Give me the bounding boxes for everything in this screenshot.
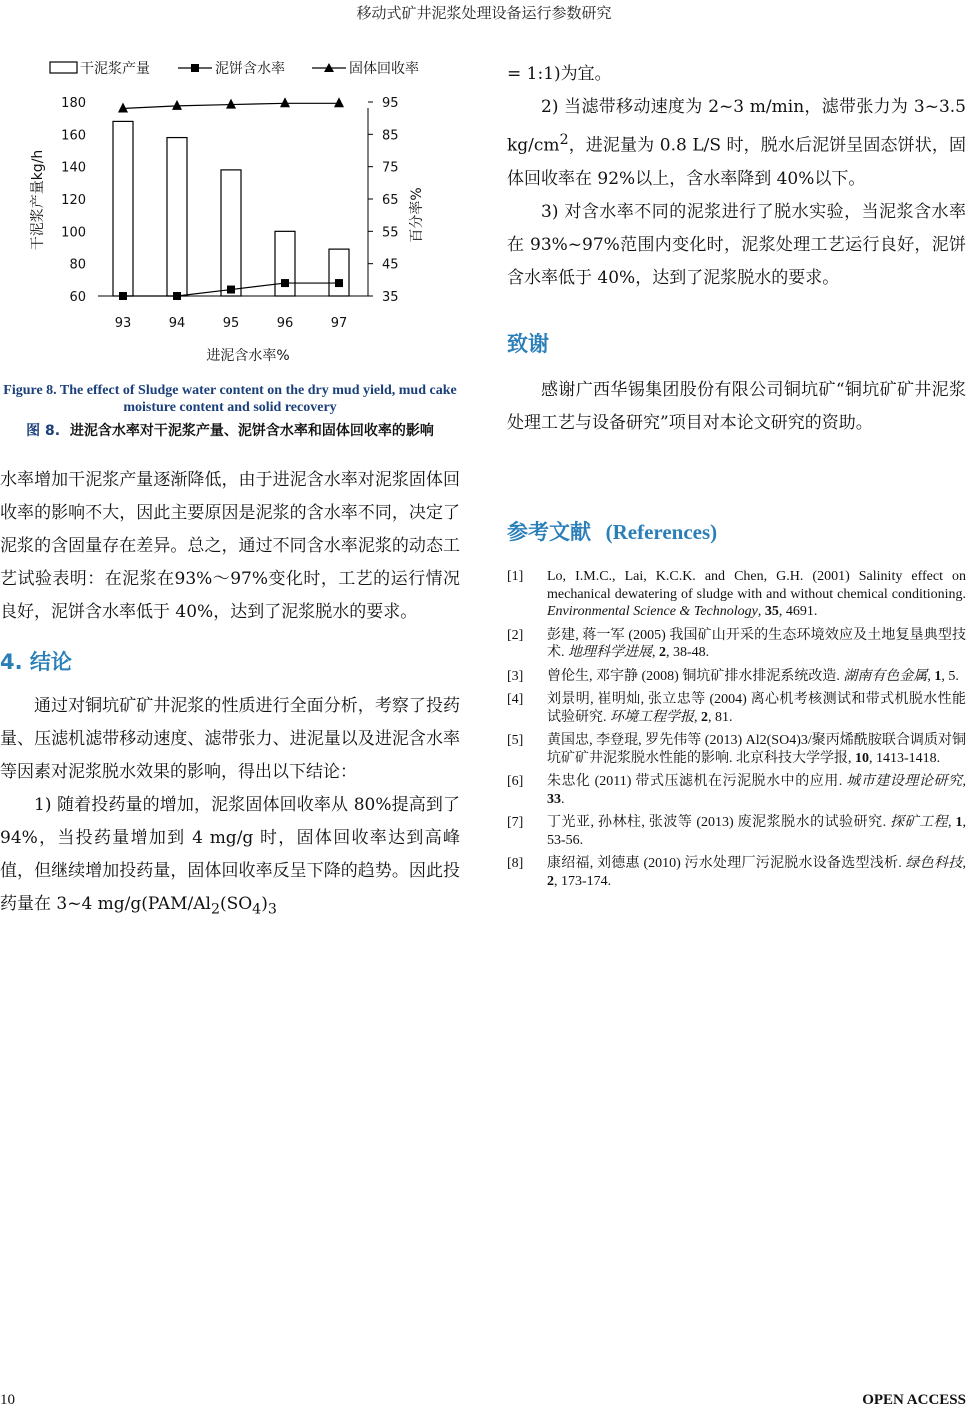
reference-volume: 35 (764, 604, 779, 619)
bar-dry-yield (329, 249, 349, 296)
reference-item (507, 855, 966, 890)
point-recovery (118, 102, 128, 112)
references-title-en: (References) (605, 520, 718, 544)
reference-text (547, 668, 966, 686)
reference-separator: , (652, 645, 659, 660)
reference-journal: Environmental Science & Technology (547, 604, 758, 619)
y2-tick-label: 55 (382, 225, 399, 241)
reference-text (547, 855, 966, 890)
bar-dry-yield (113, 121, 133, 296)
reference-separator: , (962, 856, 967, 871)
chart-svg (0, 50, 460, 380)
reference-volume: 1 (934, 668, 942, 684)
references-title-zh: 参考文献 (507, 520, 591, 544)
reference-pages: , 173-174. (554, 873, 612, 889)
reference-pages: , 1413-1418. (869, 750, 941, 766)
y2-tick-label: 95 (382, 96, 399, 111)
subscript: 3 (267, 901, 277, 918)
subscript: 2 (210, 901, 220, 918)
y2-tick-label: 65 (382, 193, 399, 208)
y2-tick-label: 75 (382, 160, 399, 176)
section-heading-references (507, 516, 966, 546)
paragraph-ratio: = 1:1)为宜。 (507, 64, 612, 84)
point-recovery (334, 97, 344, 107)
reference-journal: 湖南有色金属 (843, 668, 928, 684)
reference-number: [3] (507, 668, 524, 684)
legend-bar-swatch (50, 62, 77, 73)
y-tick-label: 80 (69, 257, 86, 273)
open-access-label: OPEN ACCESS (862, 1392, 966, 1408)
reference-text (547, 568, 966, 621)
subscript: 4 (252, 901, 262, 918)
figure-caption-zh (0, 423, 460, 440)
y2-tick-label: 35 (382, 290, 399, 305)
reference-separator: , (962, 774, 966, 789)
y-tick-label: 140 (61, 160, 86, 176)
reference-item (507, 814, 966, 849)
reference-text (547, 691, 966, 726)
reference-number: [2] (507, 627, 524, 643)
reference-item (507, 773, 966, 808)
reference-separator: , (927, 668, 935, 684)
reference-volume: 1 (955, 815, 963, 830)
left-body (0, 464, 460, 926)
reference-number: [8] (507, 856, 524, 871)
reference-text (547, 814, 966, 849)
section-heading-acknowledgement: 致谢 (507, 332, 549, 356)
point-moisture (173, 292, 181, 300)
paragraph-conclusion-3: 3) 对含水率不同的泥浆进行了脱水实验，当泥浆含水率在 93%~97%范围内变化时，泥浆处理工艺运行良好，泥饼含水率低于 40%，达到了泥浆脱水的要求。 (507, 201, 966, 288)
reference-authors-title: 彭建, 蒋一军 (2005) 我国矿山开采的生态环境效应及土地复垦典型技术. (547, 627, 966, 660)
bar-dry-yield (167, 138, 187, 296)
reference-journal: 城市建设理论研究 (846, 774, 963, 789)
reference-item (507, 627, 966, 662)
legend-label: 泥饼含水率 (215, 61, 285, 77)
figure-caption-zh-text: 进泥含水率对干泥浆产量、泥饼含水率和固体回收率的影响 (69, 423, 434, 439)
reference-list (507, 568, 966, 890)
reference-pages: , 81. (708, 709, 733, 725)
legend-label: 干泥浆产量 (80, 61, 150, 77)
y-tick-label: 120 (61, 193, 86, 208)
page-number: 10 (0, 1392, 15, 1408)
x-axis-title: 进泥含水率% (206, 348, 290, 364)
reference-volume: 2 (659, 645, 666, 660)
y-tick-label: 100 (61, 225, 86, 241)
reference-pages: , 53-56. (547, 815, 967, 848)
reference-journal: 环境工程学报 (610, 709, 694, 725)
y2-tick-label: 45 (382, 257, 399, 273)
legend-square-marker (191, 64, 199, 72)
reference-volume: 10 (855, 750, 869, 766)
reference-authors-title: Lo, I.M.C., Lai, K.C.K. and Chen, G.H. (2001) Salinity effect on mechanical dewatering of sludge with and without chemical conditioning. (547, 569, 966, 602)
reference-journal: 探矿工程 (890, 815, 949, 830)
reference-journal: 地理科学进展 (568, 645, 652, 660)
reference-pages: , 38-48. (666, 645, 710, 660)
legend-label: 固体回收率 (349, 61, 419, 77)
reference-item (507, 668, 966, 686)
reference-separator: , (694, 709, 701, 725)
point-moisture (281, 279, 289, 287)
section-heading-conclusion: 4. 结论 (0, 650, 72, 674)
point-recovery (172, 100, 182, 110)
conclusion-1-text-end: ) (261, 894, 268, 914)
figure-number: 图 8. (26, 423, 61, 439)
conclusion-2-text-end: ，进泥量为 0.8 L/S 时，脱水后泥饼呈固态饼状，固体回收率在 92%以上，含水率降到 40%以下。 (507, 135, 966, 189)
x-tick-label: 96 (276, 316, 294, 331)
reference-journal: 绿色科技 (905, 856, 963, 871)
reference-volume: 33 (547, 791, 561, 807)
reference-volume: 2 (701, 709, 708, 725)
point-moisture (119, 292, 127, 300)
point-moisture (227, 286, 235, 294)
reference-authors-title: 朱忠化 (2011) 带式压滤机在污泥脱水中的应用. (547, 774, 847, 789)
paragraph-continued: 水率增加干泥浆产量逐渐降低，由于进泥含水率对泥浆固体回收率的影响不大，因此主要原因是泥浆的含水率不同，决定了泥浆的含固量存在差异。总之，通过不同含水率泥浆的动态工艺试验表明：在泥浆在93%～97%变化时，工艺的运行情况良好，泥饼含水率低于 40%，达到了泥浆脱水的要求。 (0, 470, 460, 622)
paragraph-conclusion-intro: 通过对铜坑矿矿井泥浆的性质进行全面分析，考察了投药量、压滤机滤带移动速度、滤带张力、进泥量以及进泥含水率等因素对泥浆脱水效果的影响，得出以下结论： (0, 696, 460, 782)
reference-pages: , 4691. (778, 604, 818, 619)
reference-authors-title: 刘景明, 崔明灿, 张立忠等 (2004) 离心机考核测试和带式机脱水性能试验研究. (547, 692, 966, 725)
reference-item (507, 568, 966, 621)
reference-volume: 2 (547, 873, 554, 889)
reference-number: [1] (507, 569, 524, 584)
reference-text (547, 627, 966, 662)
superscript: 2 (559, 132, 569, 148)
y-axis-title: 干泥浆产量kg/h (30, 149, 46, 251)
x-tick-label: 94 (168, 316, 186, 331)
figure-8-chart (0, 50, 460, 380)
y-tick-label: 60 (69, 290, 86, 305)
conclusion-2-text: 2) 当滤带移动速度为 2~3 m/min，滤带张力为 3~3.5 kg/cm (507, 97, 966, 156)
x-tick-label: 95 (222, 316, 240, 331)
reference-item (507, 732, 966, 767)
point-moisture (335, 279, 343, 287)
paragraph-conclusion-1 (0, 789, 460, 926)
paragraph-conclusion-2 (507, 91, 966, 196)
bar-dry-yield (221, 170, 241, 296)
reference-text (547, 773, 966, 808)
y2-axis-title: 百分率% (409, 187, 425, 243)
conclusion-1-text-mid: (SO (219, 894, 253, 914)
reference-authors-title: 丁光亚, 孙林柱, 张波等 (2013) 废泥浆脱水的试验研究. (547, 815, 891, 830)
point-recovery (280, 97, 290, 107)
reference-number: [6] (507, 774, 524, 789)
reference-separator: , (757, 604, 765, 619)
point-recovery (226, 99, 236, 109)
y2-tick-label: 85 (382, 128, 399, 144)
figure-caption-en: Figure 8. The effect of Sludge water content on the dry mud yield, mud cake moisture content and solid recovery (3, 383, 457, 415)
reference-number: [7] (507, 815, 524, 830)
acknowledgement-section (507, 328, 966, 440)
reference-text (547, 732, 966, 767)
reference-pages: . (561, 791, 565, 807)
x-tick-label: 97 (330, 316, 348, 331)
references-section (507, 516, 966, 896)
reference-separator: , (948, 815, 956, 830)
reference-pages: , 5. (941, 668, 959, 684)
y-tick-label: 160 (61, 128, 86, 144)
reference-number: [4] (507, 692, 524, 707)
acknowledgement-text: 感谢广西华锡集团股份有限公司铜坑矿“铜坑矿矿井泥浆处理工艺与设备研究”项目对本论文研究的资助。 (507, 380, 966, 433)
conclusion-1-text: 1) 随着投药量的增加，泥浆固体回收率从 80%提高到了 94%，当投药量增加到 4 mg/g 时，固体回收率达到高峰值，但继续增加投药量，固体回收率反呈下降的趋势。因此投药量在 3~4 mg/g(PAM/Al (0, 795, 460, 914)
right-column (507, 58, 967, 889)
reference-authors-title: 康绍福, 刘德惠 (2010) 污水处理厂污泥脱水设备选型浅析. (547, 856, 906, 871)
y-tick-label: 180 (61, 96, 86, 111)
reference-authors-title: 黄国忠, 李登琨, 罗先伟等 (2013) Al2(SO4)3/聚丙烯酰胺联合调质对铜坑矿矿井泥浆脱水性能的影响. 北京科技大学学报, (547, 733, 966, 766)
reference-authors-title: 曾伦生, 邓宇静 (2008) 铜坑矿排水排泥系统改造. (547, 668, 844, 684)
reference-number: [5] (507, 733, 524, 748)
x-tick-label: 93 (114, 316, 132, 331)
running-header: 移动式矿井泥浆处理设备运行参数研究 (356, 4, 612, 22)
reference-item (507, 691, 966, 726)
